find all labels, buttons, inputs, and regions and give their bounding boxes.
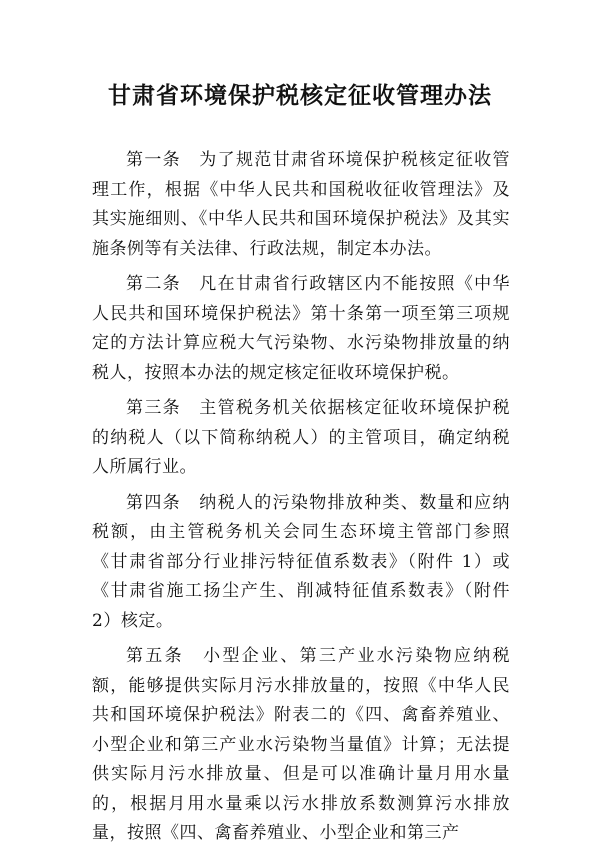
article-2-paragraph: 第二条 凡在甘肃省行政辖区内不能按照《中华人民共和国环境保护税法》第十条第一项至第三项规定的方法计算应税大气污染物、水污染物排放量的纳税人，按照本办法的规定核定征收环境保护税。 — [92, 274, 510, 383]
document-body — [92, 146, 510, 855]
article-3-paragraph: 第三条 主管税务机关依据核定征收环境保护税的纳税人（以下简称纳税人）的主管项目，确定纳税人所属行业。 — [92, 398, 510, 477]
article-5-paragraph: 第五条 小型企业、第三产业水污染物应纳税额，能够提供实际月污水排放量的，按照《中华人民共和国环境保护税法》附表二的《四、禽畜养殖业、小型企业和第三产业水污染物当量值》计算；无法提供实际月污水排放量、但是可以准确计量月用水量的，根据月用水量乘以污水排放系数测算污水排放量，按照《四、禽畜养殖业、小型企业和第三产 — [92, 646, 510, 843]
article-1-paragraph: 第一条 为了规范甘肃省环境保护税核定征收管理工作，根据《中华人民共和国税收征收管理法》及其实施细则、《中华人民共和国环境保护税法》及其实施条例等有关法律、行政法规，制定本办法。 — [92, 150, 510, 259]
document-title: 甘肃省环境保护税核定征收管理办法 — [108, 82, 492, 109]
article-4-paragraph: 第四条 纳税人的污染物排放种类、数量和应纳税额，由主管税务机关会同生态环境主管部门参照《甘肃省部分行业排污特征值系数表》（附件 1）或《甘肃省施工扬尘产生、削减特征值系数表》（附件 2）核定。 — [92, 492, 510, 631]
